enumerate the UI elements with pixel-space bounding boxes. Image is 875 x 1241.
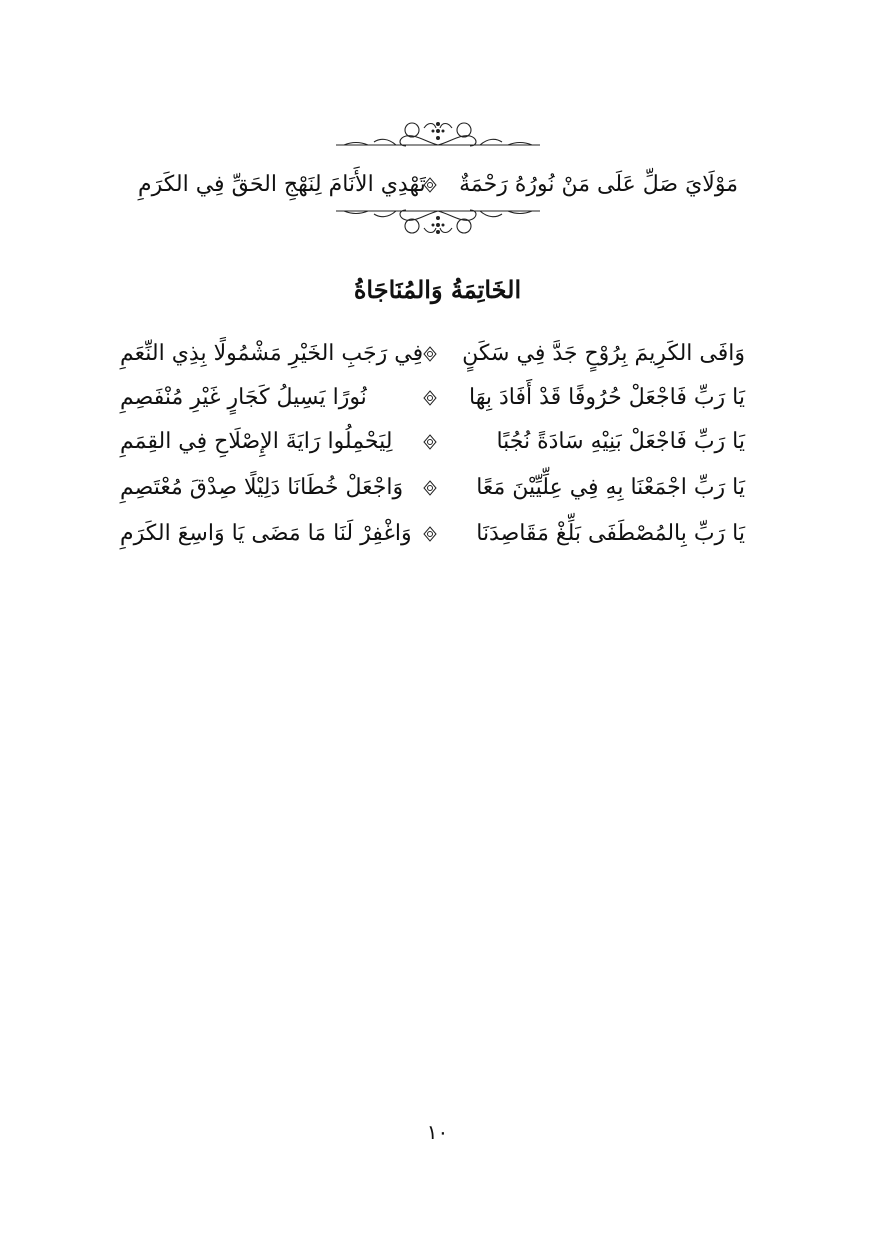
verse-first-hemistich: يَا رَبِّ فَاجْعَلْ بَنِيْهِ سَادَةً نُجُبًا [496,429,745,454]
dedication-second-hemistich: تَهْدِي الأَنَامَ لِنَهْجِ الحَقِّ فِي الكَرَمِ [138,172,426,197]
verse-first-hemistich: يَا رَبِّ اجْمَعْنَا بِهِ فِي عِلِّيِّيْنَ مَعًا [476,475,745,500]
verse-line [120,334,745,374]
floral-ornament-icon [336,118,540,152]
verse-first-hemistich: وَافَى الكَرِيمَ بِرُوْحٍ جَدَّ فِي سَكَنٍ [462,341,745,366]
verse-separator-icon [422,346,438,362]
verse-second-hemistich: نُورًا يَسِيلُ كَجَارٍ غَيْرِ مُنْفَصِمِ [120,385,367,410]
verse-line [120,514,745,554]
ornament-top [336,118,540,152]
section-title: الخَاتِمَةُ وَالمُنَاجَاةُ [353,275,522,304]
verse-first-hemistich: يَا رَبِّ بِالمُصْطَفَى بَلِّغْ مَقَاصِدَنَا [476,521,745,546]
verse-second-hemistich: لِيَحْمِلُوا رَايَةَ الإِصْلَاحِ فِي القِمَمِ [120,429,393,454]
verse-second-hemistich: وَاغْفِرْ لَنَا مَا مَضَى يَا وَاسِعَ الكَرَمِ [120,521,412,546]
page-number: ١٠ [426,1120,449,1144]
dedication-verse [138,165,738,205]
floral-ornament-icon [336,204,540,238]
verse-separator-icon [422,390,438,406]
verse-separator-icon [422,526,438,542]
verse-second-hemistich: فِي رَجَبِ الخَيْرِ مَشْمُولًا بِذِي النِّعَمِ [120,341,424,366]
verse-line [120,378,745,418]
dedication-first-hemistich: مَوْلَايَ صَلِّ عَلَى مَنْ نُورُهُ رَحْمَةٌ [459,172,738,197]
verse-separator-icon [422,480,438,496]
verse-separator-icon [422,434,438,450]
verse-line [120,422,745,462]
verse-second-hemistich: وَاجْعَلْ خُطَانَا دَلِيْلًا صِدْقَ مُعْتَصِمِ [120,475,404,500]
verse-first-hemistich: يَا رَبِّ فَاجْعَلْ حُرُوفًا قَدْ أَفَادَ بِهَا [469,385,745,410]
verse-line [120,468,745,508]
ornament-bottom [336,204,540,238]
